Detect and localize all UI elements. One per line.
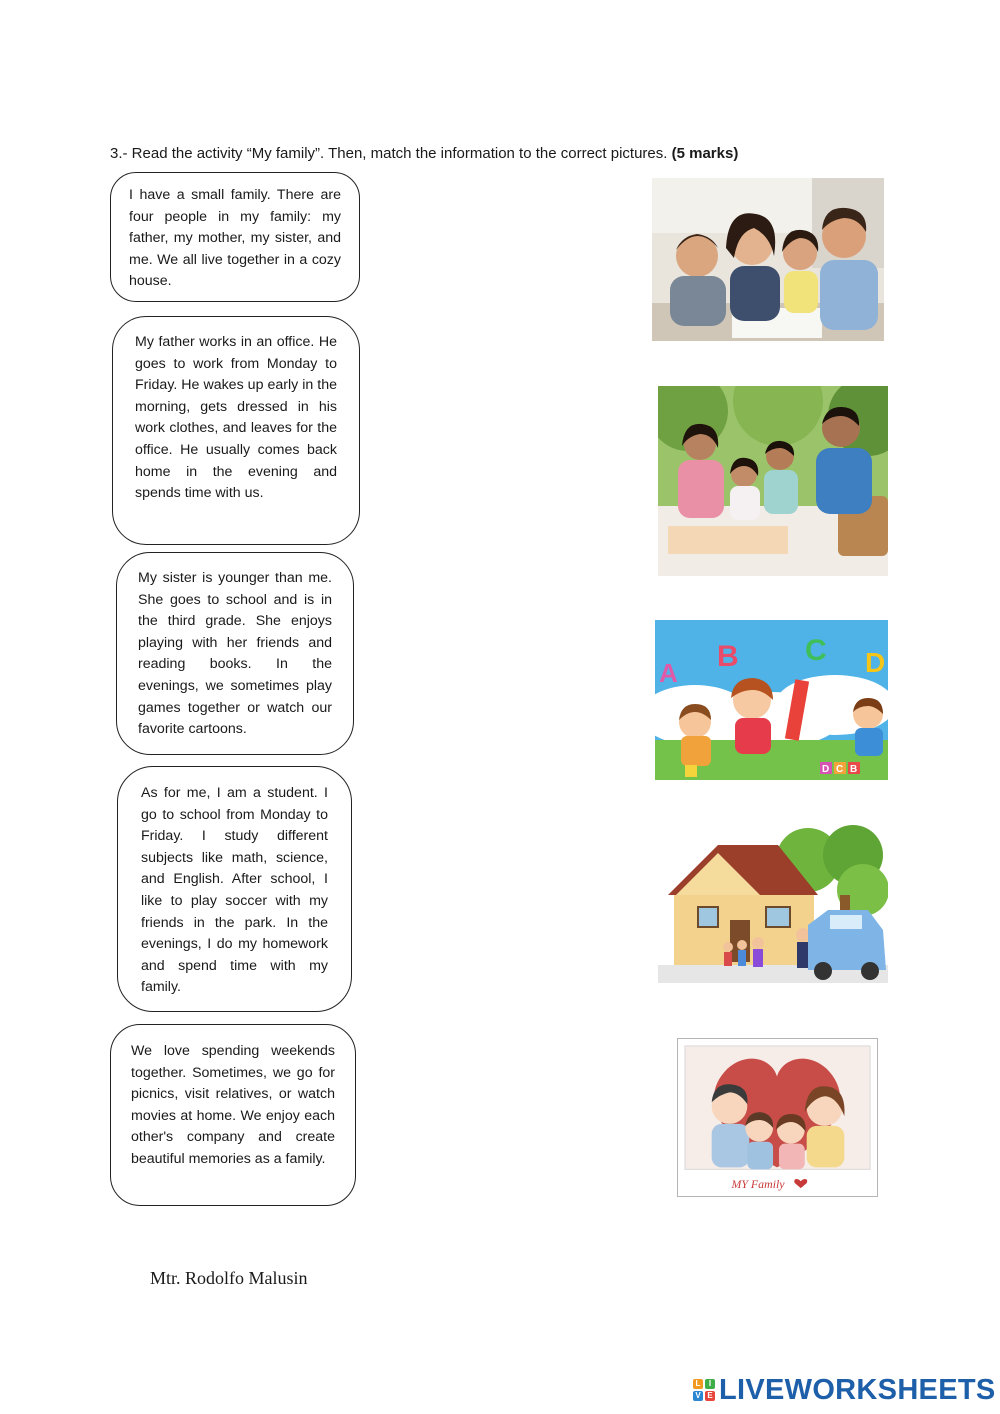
text-bubble-4: As for me, I am a student. I go to school from Monday to Friday. I study different subjects like math, science, and English. After school, I like to play soccer with my friends in the park. In the evenings, I do my homework and spend time with my family. bbox=[117, 766, 352, 1012]
author-name: Mtr. Rodolfo Malusin bbox=[150, 1268, 308, 1288]
text-bubble-5: We love spending weekends together. Sometimes, we go for picnics, visit relatives, or watch movies at home. We enjoy each other's company and create beautiful memories as a family. bbox=[110, 1024, 356, 1206]
letter-c: C bbox=[805, 634, 827, 667]
brand-mark-icon: L I V E bbox=[693, 1379, 715, 1401]
picture-family-picnic bbox=[658, 386, 888, 576]
block-c: C bbox=[836, 764, 844, 775]
card-caption: MY Family bbox=[731, 1177, 785, 1192]
brand-name: LIVEWORKSHEETS bbox=[719, 1373, 996, 1406]
text-bubble-2: My father works in an office. He goes to work from Monday to Friday. He wakes up early in the morning, gets dressed in his work clothes, and leaves for the office. He usually comes back home in the evening and spends time with us. bbox=[112, 316, 360, 545]
text-bubble-3: My sister is younger than me. She goes to school and is in the third grade. She enjoys playing with her friends and reading books. In the evenings, we sometimes play games together or watch our favorite cartoons. bbox=[116, 552, 354, 755]
picture-cartoon-reading bbox=[655, 620, 888, 780]
block-b: B bbox=[850, 764, 858, 775]
picture-family-studying bbox=[652, 178, 884, 341]
block-d: D bbox=[822, 764, 830, 775]
instruction-text: 3.- Read the activity “My family”. Then, match the information to the correct pictures. bbox=[110, 145, 672, 162]
picture-house-family bbox=[658, 825, 888, 983]
text-bubble-1: I have a small family. There are four people in my family: my father, my mother, my sister, and me. We all live together in a cozy house. bbox=[110, 172, 360, 302]
instruction-line bbox=[110, 145, 738, 162]
letter-a: A bbox=[659, 658, 678, 688]
picture-my-family-card bbox=[677, 1038, 878, 1197]
letter-b: B bbox=[717, 640, 739, 673]
letter-d: D bbox=[865, 647, 886, 678]
brand-logo bbox=[693, 1374, 996, 1406]
instruction-marks: (5 marks) bbox=[671, 145, 739, 162]
